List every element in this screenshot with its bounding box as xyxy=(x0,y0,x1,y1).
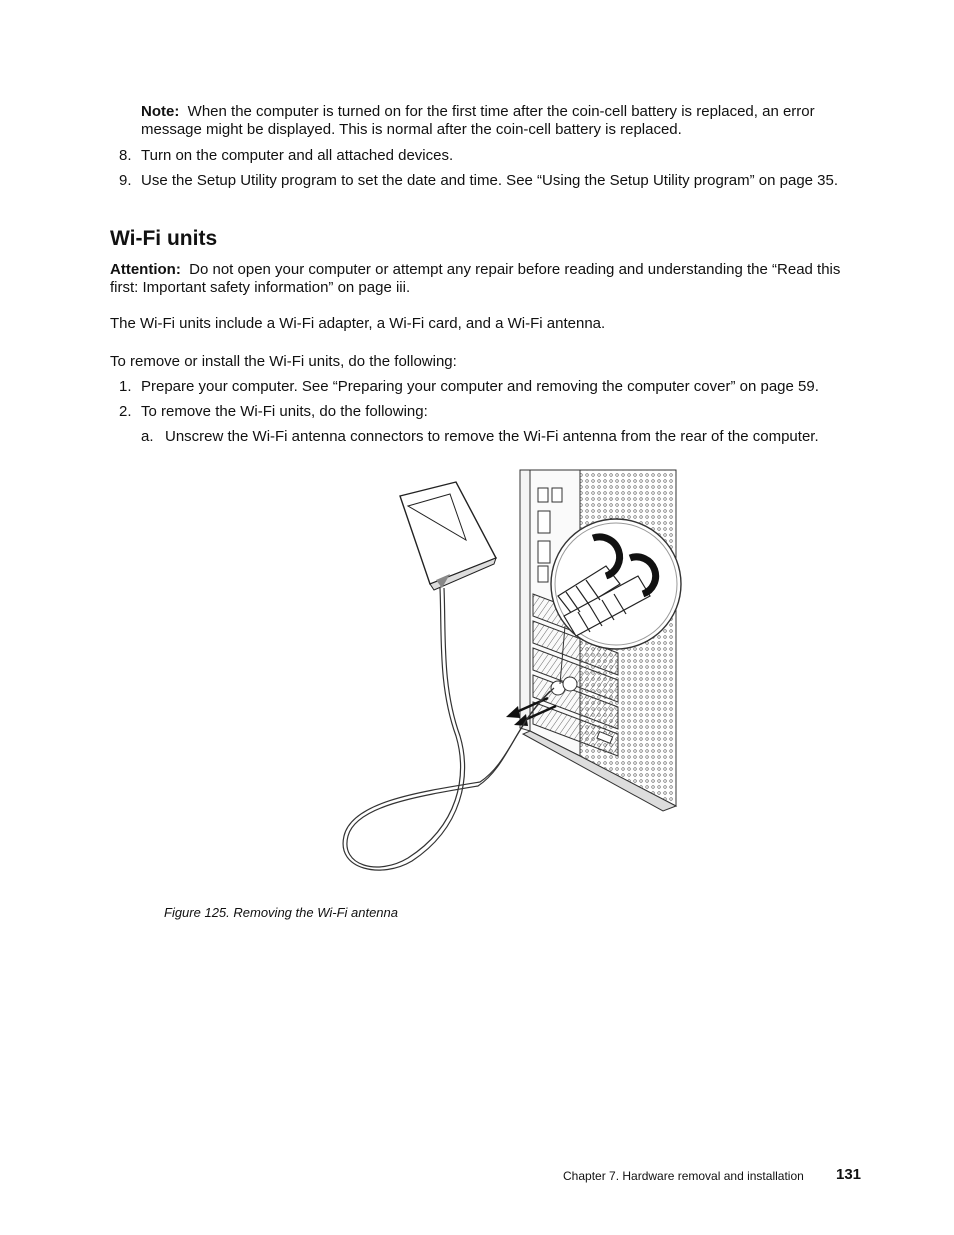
attention xyxy=(110,261,855,297)
section-title: Wi-Fi units xyxy=(110,227,218,250)
step-8 xyxy=(119,147,859,165)
step-9 xyxy=(119,172,859,208)
step-1 xyxy=(119,378,859,396)
note-text: When the computer is turned on for the first time after the coin-cell battery is replaced, an error message might be displayed. This is normal after the coin-cell battery is replaced. xyxy=(141,103,815,138)
attention-label: Attention: xyxy=(110,261,181,278)
step-text: Use the Setup Utility program to set the date and time. See “Using the Setup Utility program” on page 35. xyxy=(141,172,839,189)
step-number: 8. xyxy=(119,147,132,164)
lead-paragraph: To remove or install the Wi-Fi units, do the following: xyxy=(110,353,457,370)
note xyxy=(141,103,861,139)
attention-text: Do not open your computer or attempt any repair before reading and understanding the “Read this first: Important safety information” on page iii. xyxy=(110,261,841,296)
substep-a xyxy=(141,428,861,446)
substep-number: a. xyxy=(141,428,154,445)
figure-caption: Figure 125. Removing the Wi-Fi antenna xyxy=(164,905,398,920)
step-text: Prepare your computer. See “Preparing your computer and removing the computer cover” on page 59. xyxy=(141,378,819,395)
step-number: 2. xyxy=(119,403,132,420)
illustration-graphic xyxy=(338,466,683,881)
footer-chapter: Chapter 7. Hardware removal and installation xyxy=(563,1169,804,1183)
page-number: 131 xyxy=(836,1166,862,1183)
step-2 xyxy=(119,403,859,421)
step-text: To remove the Wi-Fi units, do the following: xyxy=(141,403,428,420)
step-number: 9. xyxy=(119,172,132,189)
step-number: 1. xyxy=(119,378,132,395)
substep-text: Unscrew the Wi-Fi antenna connectors to remove the Wi-Fi antenna from the rear of the computer. xyxy=(165,428,819,445)
step-text: Turn on the computer and all attached devices. xyxy=(141,147,454,164)
wifi-antenna-illustration xyxy=(338,466,683,881)
note-label: Note: xyxy=(141,103,180,120)
intro-paragraph: The Wi-Fi units include a Wi-Fi adapter, a Wi-Fi card, and a Wi-Fi antenna. xyxy=(110,315,606,332)
